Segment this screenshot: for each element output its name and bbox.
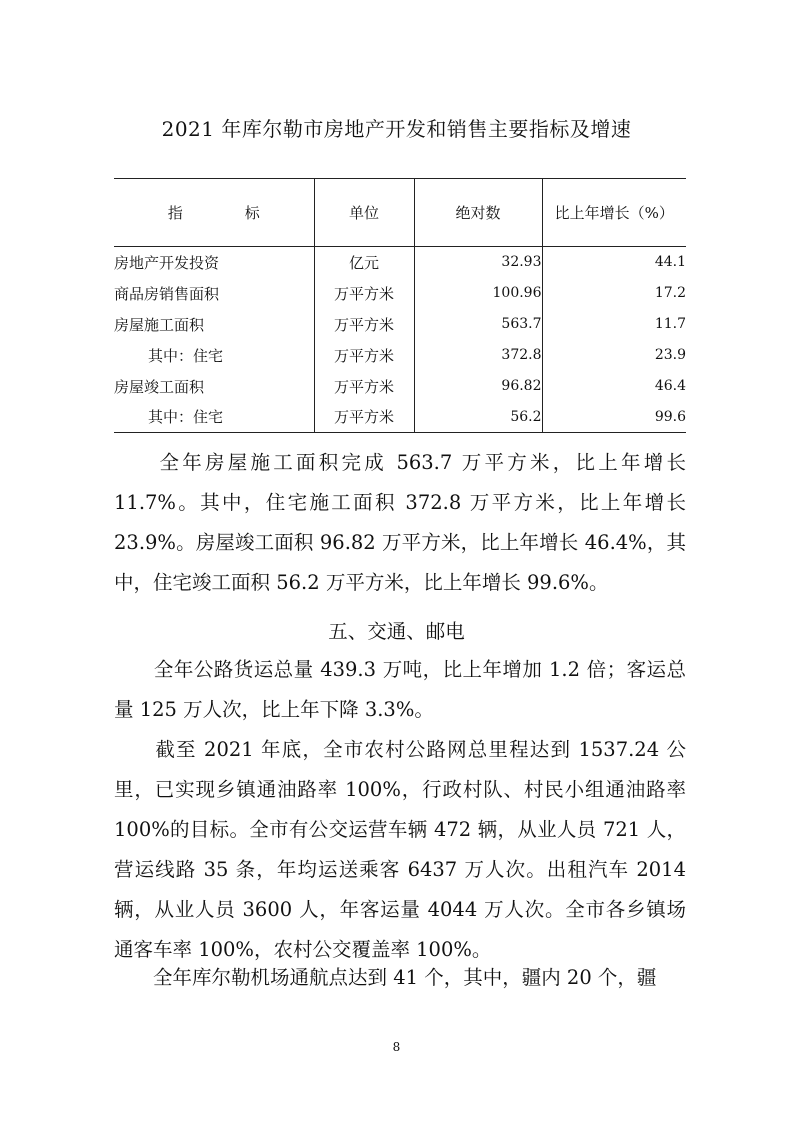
cell-unit: 万平方米 <box>314 278 414 309</box>
cell-growth: 17.2 <box>542 278 686 309</box>
table-row <box>114 278 686 309</box>
cell-unit: 万平方米 <box>314 402 414 433</box>
cell-growth: 11.7 <box>542 309 686 340</box>
paragraph-rural-roads: 截至 2021 年底，全市农村公路网总里程达到 1537.24 公里，已实现乡镇通油路率 100%，行政村队、村民小组通油路率 100%的目标。全市有公交运营车辆 472 辆，从业人员 721 人，营运线路 35 条，年均运送乘客 6437 万人次。出租汽车 2014 辆，从业人员 3600 人，年客运量 4044 万人次。全市各乡镇场通客车率 100%，农村公交覆盖率 100%。 <box>114 738 686 961</box>
cell-unit: 万平方米 <box>314 371 414 402</box>
cell-unit: 万平方米 <box>314 340 414 371</box>
table-row <box>114 309 686 340</box>
cell-unit: 亿元 <box>314 247 414 278</box>
table-row <box>114 247 686 278</box>
paragraph-construction-area: 全年房屋施工面积完成 563.7 万平方米，比上年增长 11.7%。其中，住宅施工面积 372.8 万平方米，比上年增长 23.9%。房屋竣工面积 96.82 万平方米，比上年增长 46.4%，其中，住宅竣工面积 56.2 万平方米，比上年增长 99.6%。 <box>114 451 686 594</box>
cell-growth: 44.1 <box>542 247 686 278</box>
section-heading: 五、交通、邮电 <box>328 620 465 643</box>
paragraph-freight: 全年公路货运总量 439.3 万吨，比上年增加 1.2 倍；客运总量 125 万人次，比上年下降 3.3%。 <box>114 658 686 721</box>
cell-absolute: 563.7 <box>414 309 542 340</box>
header-indicator: 指 标 <box>114 179 314 247</box>
table-row <box>114 402 686 433</box>
header-absolute: 绝对数 <box>414 179 542 247</box>
cell-growth: 99.6 <box>542 402 686 433</box>
table-row <box>114 340 686 371</box>
page-number: 8 <box>392 1040 401 1054</box>
table-title: 2021 年库尔勒市房地产开发和销售主要指标及增速 <box>161 117 632 141</box>
cell-absolute: 56.2 <box>414 402 542 433</box>
cell-growth: 23.9 <box>542 340 686 371</box>
table-header-row <box>114 179 686 247</box>
cell-absolute: 96.82 <box>414 371 542 402</box>
table-row <box>114 371 686 402</box>
cell-indicator: 房屋竣工面积 <box>114 377 205 396</box>
cell-absolute: 32.93 <box>414 247 542 278</box>
cell-indicator: 房地产开发投资 <box>114 253 220 272</box>
header-unit: 单位 <box>314 179 414 247</box>
indicators-table <box>114 178 686 433</box>
cell-indicator: 房屋施工面积 <box>114 315 205 334</box>
cell-indicator: 其中：住宅 <box>114 402 314 433</box>
cell-absolute: 100.96 <box>414 278 542 309</box>
header-growth: 比上年增长（%） <box>542 179 686 247</box>
cell-growth: 46.4 <box>542 371 686 402</box>
cell-absolute: 372.8 <box>414 340 542 371</box>
cell-unit: 万平方米 <box>314 309 414 340</box>
paragraph-airport: 全年库尔勒机场通航点达到 41 个，其中，疆内 20 个，疆 <box>114 966 657 989</box>
cell-indicator: 其中：住宅 <box>148 346 224 365</box>
cell-indicator: 商品房销售面积 <box>114 284 220 303</box>
